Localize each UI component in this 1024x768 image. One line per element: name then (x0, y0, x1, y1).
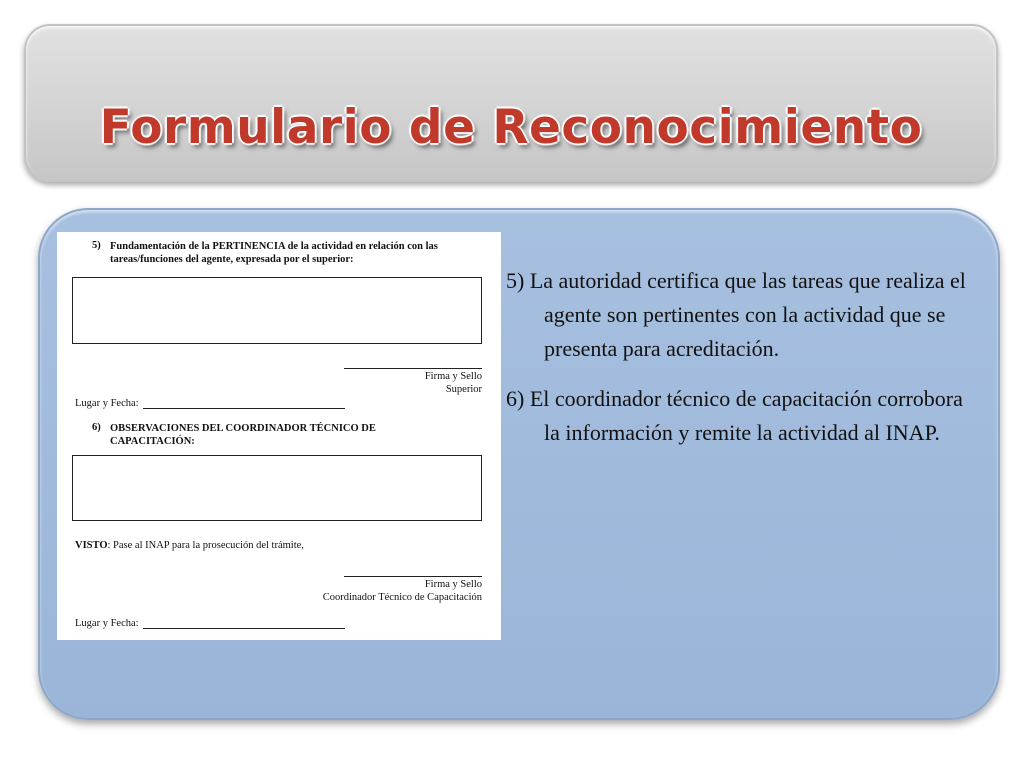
section5-number: 5) (92, 240, 101, 251)
signature1-label-line1: Firma y Sello (424, 371, 482, 382)
signature1-label-line2: Superior (445, 384, 482, 395)
signature1-line (344, 368, 482, 369)
section5-heading-line1: Fundamentación de la PERTINENCIA de la actividad en relación con las (110, 241, 438, 252)
form-excerpt (57, 232, 501, 640)
visto-label: VISTO (75, 540, 108, 551)
place-date-line-2 (143, 628, 345, 629)
signature2-label-line2: Coordinador Técnico de Capacitación (322, 592, 482, 603)
observaciones-box (72, 455, 482, 521)
place-date-label-1: Lugar y Fecha: (75, 398, 139, 409)
signature2-label-line1: Firma y Sello (424, 579, 482, 590)
section6-number: 6) (92, 422, 101, 433)
slide-title: Formulario de Reconocimiento (99, 100, 923, 155)
title-banner (24, 24, 998, 182)
visto-line (75, 539, 304, 552)
signature2-line (344, 576, 482, 577)
explanation-item-5: 5) La autoridad certifica que las tareas que realiza el agente son pertinentes con la actividad que se presenta para acreditación. (506, 268, 966, 361)
section6-heading-line1: OBSERVACIONES DEL COORDINADOR TÉCNICO DE (110, 423, 376, 434)
place-date-line-1 (143, 408, 345, 409)
place-date-label-2: Lugar y Fecha: (75, 618, 139, 629)
visto-text: : Pase al INAP para la prosecución del trámite, (107, 540, 304, 551)
explanation-item-6: 6) El coordinador técnico de capacitación corrobora la información y remite la actividad al INAP. (506, 386, 963, 445)
section5-heading-line2: tareas/funciones del agente, expresada por el superior: (110, 254, 354, 265)
pertinencia-box (72, 277, 482, 344)
explanation-text (506, 264, 966, 466)
section6-heading-line2: CAPACITACIÓN: (110, 436, 195, 447)
